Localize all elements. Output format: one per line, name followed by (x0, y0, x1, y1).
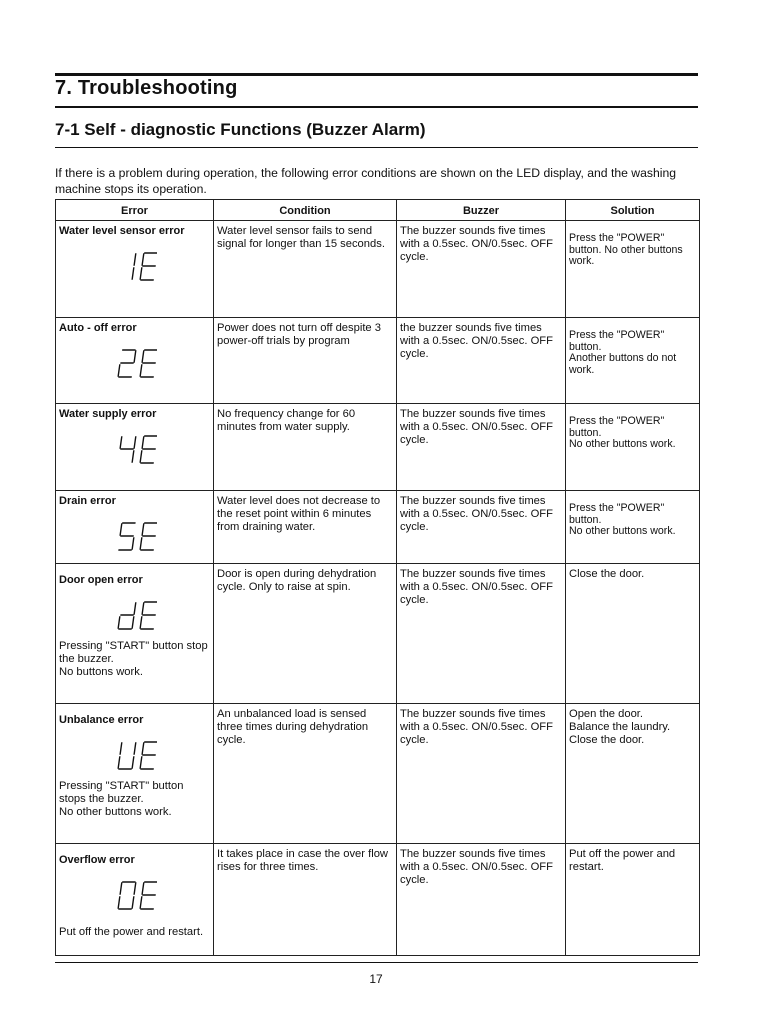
led-display-icon (117, 435, 157, 466)
table-row (56, 404, 700, 491)
table-row (56, 491, 700, 564)
error-note: Pressing "START" button stop the buzzer. No buttons work. (59, 640, 208, 678)
solution-cell: Press the "POWER" button. No other buttons work. (566, 221, 700, 318)
error-name: Water supply error (59, 408, 157, 420)
led-display-icon (117, 741, 157, 772)
buzzer-cell: The buzzer sounds five times with a 0.5sec. ON/0.5sec. OFF cycle. (397, 404, 566, 491)
error-name: Overflow error (59, 854, 135, 866)
buzzer-cell: The buzzer sounds five times with a 0.5sec. ON/0.5sec. OFF cycle. (397, 491, 566, 564)
error-cell (56, 844, 214, 956)
solution-cell: Close the door. (566, 564, 700, 704)
header-error: Error (56, 200, 214, 221)
solution-cell: Put off the power and restart. (566, 844, 700, 956)
solution-cell: Open the door. Balance the laundry. Close the door. (566, 704, 700, 844)
header-condition: Condition (214, 200, 397, 221)
led-display-icon (117, 252, 157, 283)
buzzer-cell: the buzzer sounds five times with a 0.5sec. ON/0.5sec. OFF cycle. (397, 318, 566, 404)
led-display-icon (117, 601, 157, 632)
table-header-row (56, 200, 700, 221)
solution-cell: Press the "POWER" button. Another buttons do not work. (566, 318, 700, 404)
table-row (56, 704, 700, 844)
error-cell (56, 704, 214, 844)
page-title: 7. Troubleshooting (55, 77, 238, 99)
buzzer-cell: The buzzer sounds five times with a 0.5sec. ON/0.5sec. OFF cycle. (397, 704, 566, 844)
buzzer-cell: The buzzer sounds five times with a 0.5sec. ON/0.5sec. OFF cycle. (397, 844, 566, 956)
solution-cell: Press the "POWER" button. No other buttons work. (566, 491, 700, 564)
table-row (56, 564, 700, 704)
table-row (56, 318, 700, 404)
condition-cell: Water level sensor fails to send signal for longer than 15 seconds. (214, 221, 397, 318)
error-name: Drain error (59, 495, 116, 507)
section-rule (55, 147, 698, 148)
intro-paragraph: If there is a problem during operation, the following error conditions are shown on the LED display, and the washing machine stops its operation. (55, 166, 677, 196)
title-rule (55, 106, 698, 108)
error-note: Put off the power and restart. (59, 926, 204, 938)
condition-cell: It takes place in case the over flow rises for three times. (214, 844, 397, 956)
error-cell (56, 318, 214, 404)
buzzer-cell: The buzzer sounds five times with a 0.5sec. ON/0.5sec. OFF cycle. (397, 564, 566, 704)
condition-cell: Water level does not decrease to the reset point within 6 minutes from draining water. (214, 491, 397, 564)
condition-cell: An unbalanced load is sensed three times during dehydration cycle. (214, 704, 397, 844)
led-display-icon (117, 881, 157, 912)
condition-cell: Power does not turn off despite 3 power-off trials by program (214, 318, 397, 404)
error-table (55, 199, 700, 956)
error-cell (56, 404, 214, 491)
header-buzzer: Buzzer (397, 200, 566, 221)
error-name: Water level sensor error (59, 225, 185, 237)
error-cell (56, 491, 214, 564)
error-cell (56, 564, 214, 704)
condition-cell: No frequency change for 60 minutes from water supply. (214, 404, 397, 491)
condition-cell: Door is open during dehydration cycle. Only to raise at spin. (214, 564, 397, 704)
top-rule (55, 73, 698, 76)
page-number: 17 (369, 972, 383, 986)
error-name: Unbalance error (59, 714, 144, 726)
error-cell (56, 221, 214, 318)
section-title: 7-1 Self - diagnostic Functions (Buzzer Alarm) (55, 120, 426, 139)
error-name: Auto - off error (59, 322, 137, 334)
solution-cell: Press the "POWER" button. No other buttons work. (566, 404, 700, 491)
error-name: Door open error (59, 574, 143, 586)
led-display-icon (117, 349, 157, 380)
buzzer-cell: The buzzer sounds five times with a 0.5sec. ON/0.5sec. OFF cycle. (397, 221, 566, 318)
footer-rule (55, 962, 698, 963)
table-row (56, 844, 700, 956)
table-row (56, 221, 700, 318)
led-display-icon (117, 522, 157, 553)
error-note: Pressing "START" button stops the buzzer. No other buttons work. (59, 780, 184, 818)
header-solution: Solution (566, 200, 700, 221)
